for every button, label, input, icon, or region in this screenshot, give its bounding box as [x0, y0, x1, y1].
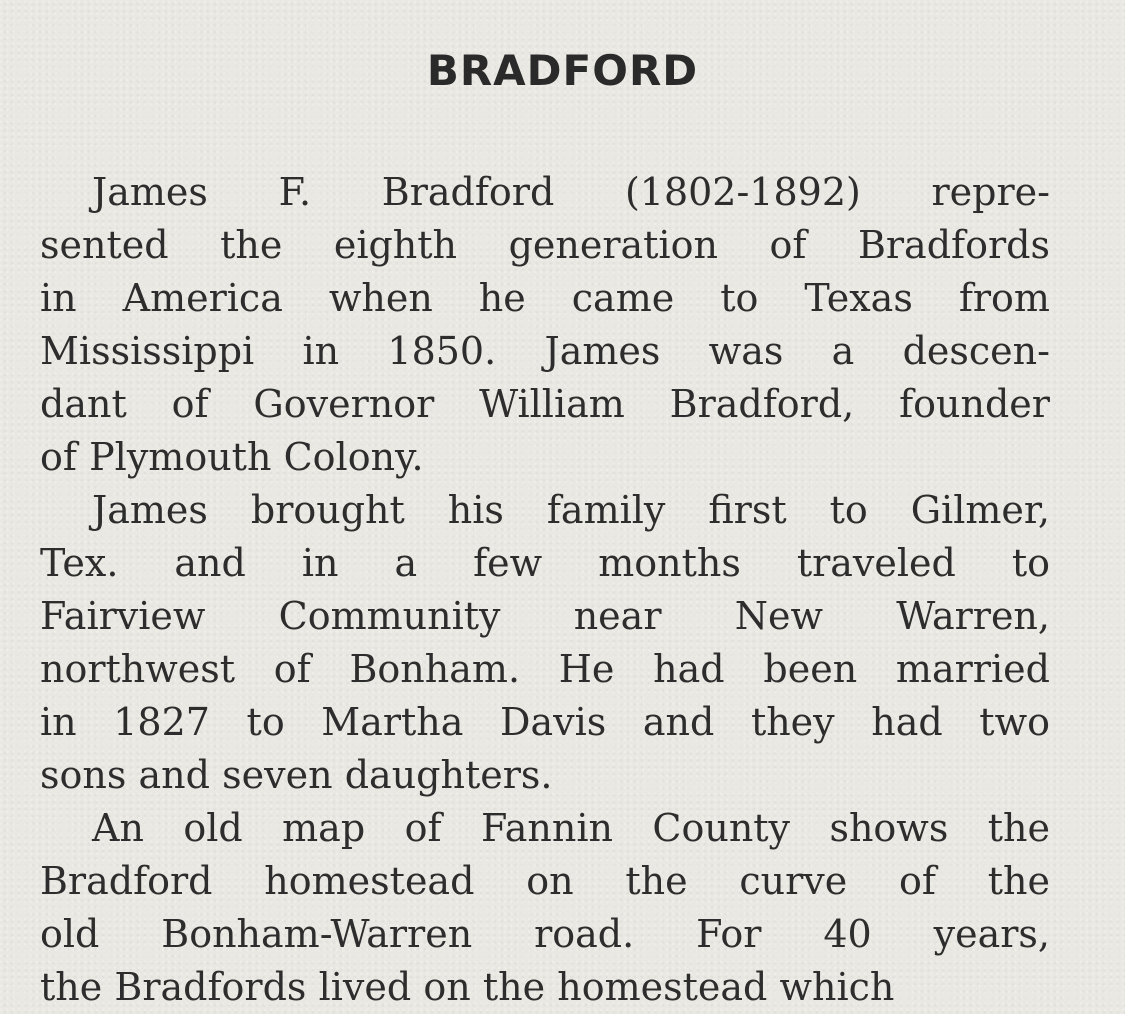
paragraph-1-line: dant of Governor William Bradford, founder — [40, 382, 1050, 426]
paragraph-2-line: Tex. and in a few months traveled to — [40, 541, 1050, 585]
paragraph-1-line: sented the eighth generation of Bradfords — [40, 223, 1050, 267]
paragraph-1-line: Mississippi in 1850. James was a descen- — [40, 329, 1050, 373]
paragraph-3-line: the Bradfords lived on the homestead which — [40, 965, 895, 1009]
paragraph-1-line: in America when he came to Texas from — [40, 276, 1050, 320]
paragraph-2-line: northwest of Bonham. He had been married — [40, 647, 1050, 691]
body-text — [40, 166, 1050, 1014]
paragraph-2-line: in 1827 to Martha Davis and they had two — [40, 700, 1050, 744]
page-title: BRADFORD — [426, 46, 699, 95]
paragraph-1-line: James F. Bradford (1802-1892) repre- — [92, 170, 1050, 214]
paragraph-2-line: Fairview Community near New Warren, — [40, 594, 1050, 638]
paragraph-3-line: Bradford homestead on the curve of the — [40, 859, 1050, 903]
paragraph-2-line: sons and seven daughters. — [40, 753, 553, 797]
paragraph-3-line: An old map of Fannin County shows the — [92, 806, 1050, 850]
paragraph-1-line: of Plymouth Colony. — [40, 435, 424, 479]
paragraph-2-line: James brought his family first to Gilmer, — [92, 488, 1050, 532]
paragraph-3-line: old Bonham-Warren road. For 40 years, — [40, 912, 1050, 956]
